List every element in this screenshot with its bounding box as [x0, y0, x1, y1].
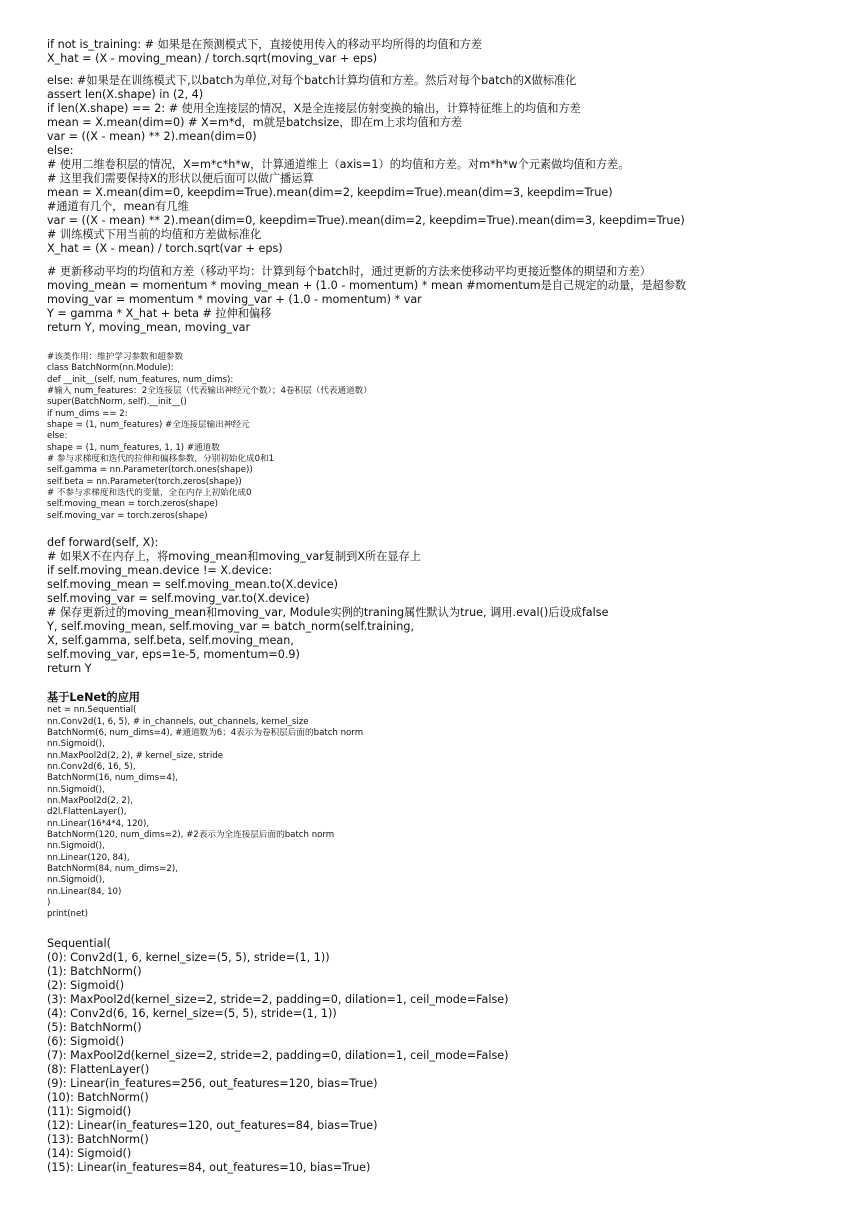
code-line: BatchNorm(120, num_dims=2), #2表示为全连接层后面的batch norm	[47, 829, 335, 840]
code-line: return Y, moving_mean, moving_var	[47, 321, 251, 334]
code-line: else: #如果是在训练模式下,以batch为单位,对每个batch计算均值和方差。然后对每个batch的X做标准化	[47, 74, 577, 87]
code-line: nn.Sigmoid(),	[47, 841, 105, 852]
code-line: #该类作用：维护学习参数和超参数	[47, 352, 184, 362]
code-line: BatchNorm(6, num_dims=4), #通道数为6；4表示为卷积层后面的batch norm	[47, 727, 364, 738]
code-line: class BatchNorm(nn.Module):	[47, 363, 174, 374]
batchnorm-class-code	[47, 352, 847, 522]
code-line: self.moving_var = torch.zeros(shape)	[47, 510, 208, 521]
code-line: (6): Sigmoid()	[47, 1034, 125, 1048]
code-line: d2l.FlattenLayer(),	[47, 807, 127, 818]
code-line: mean = X.mean(dim=0, keepdim=True).mean(dim=2, keepdim=True).mean(dim=3, keepdim=True)	[47, 186, 613, 199]
code-line: self.beta = nn.Parameter(torch.zeros(shape))	[47, 476, 242, 487]
code-line: #通道有几个，mean有几维	[47, 200, 189, 213]
code-line: var = ((X - mean) ** 2).mean(dim=0)	[47, 130, 257, 143]
code-line: # 不参与求梯度和迭代的变量，全在内存上初始化成0	[47, 488, 252, 499]
code-line: X_hat = (X - moving_mean) / torch.sqrt(moving_var + eps)	[47, 52, 378, 65]
code-line: else:	[47, 431, 68, 442]
code-line: # 保存更新过的moving_mean和moving_var, Module实例的traning属性默认为true, 调用.eval()后设成false	[47, 606, 609, 620]
print-output	[47, 937, 847, 1175]
code-line: # 这里我们需要保持X的形状以便后面可以做广播运算	[47, 172, 314, 185]
code-line: (10): BatchNorm()	[47, 1090, 149, 1104]
code-line: moving_mean = momentum * moving_mean + (1.0 - momentum) * mean #momentum是自己规定的动量，是超参数	[47, 279, 687, 292]
code-line: BatchNorm(84, num_dims=2),	[47, 863, 178, 874]
code-line: nn.Sigmoid(),	[47, 784, 105, 795]
code-line: nn.MaxPool2d(2, 2), # kernel_size, stride	[47, 750, 223, 761]
code-line: Y = gamma * X_hat + beta # 拉伸和偏移	[47, 307, 272, 320]
code-line: X_hat = (X - mean) / torch.sqrt(var + eps)	[47, 242, 283, 255]
code-line: def forward(self, X):	[47, 536, 159, 550]
forward-method-code	[47, 536, 847, 676]
code-line: (7): MaxPool2d(kernel_size=2, stride=2, padding=0, dilation=1, ceil_mode=False)	[47, 1048, 509, 1062]
code-line: (0): Conv2d(1, 6, kernel_size=(5, 5), stride=(1, 1))	[47, 950, 330, 964]
code-line: X, self.gamma, self.beta, self.moving_mean,	[47, 634, 294, 648]
moving-average-code	[47, 265, 847, 335]
code-line: nn.Conv2d(6, 16, 5),	[47, 761, 136, 772]
code-line: (14): Sigmoid()	[47, 1146, 132, 1160]
code-line: (15): Linear(in_features=84, out_features=10, bias=True)	[47, 1160, 371, 1174]
code-line: nn.Conv2d(1, 6, 5), # in_channels, out_channels, kernel_size	[47, 716, 309, 727]
code-line: # 参与求梯度和迭代的拉伸和偏移参数，分别初始化成0和1	[47, 454, 275, 465]
code-line: self.moving_mean = torch.zeros(shape)	[47, 499, 219, 510]
code-line: nn.Linear(16*4*4, 120),	[47, 818, 150, 829]
code-line: self.moving_var, eps=1e-5, momentum=0.9)	[47, 648, 300, 662]
code-line: nn.Linear(120, 84),	[47, 852, 130, 863]
code-line: (12): Linear(in_features=120, out_features=84, bias=True)	[47, 1118, 378, 1132]
code-line: nn.Sigmoid(),	[47, 875, 105, 886]
eval-mode-code	[47, 38, 847, 66]
train-mode-code	[47, 74, 847, 256]
code-line: net = nn.Sequential(	[47, 705, 137, 716]
code-line: self.gamma = nn.Parameter(torch.ones(shape))	[47, 465, 253, 476]
code-line: super(BatchNorm, self).__init__()	[47, 397, 187, 408]
code-line: if len(X.shape) == 2: # 使用全连接层的情况，X是全连接层仿射变换的输出，计算特征维上的均值和方差	[47, 102, 581, 115]
code-line: # 如果X不在内存上，将moving_mean和moving_var复制到X所在显存上	[47, 550, 421, 564]
code-line: Sequential(	[47, 936, 111, 950]
code-line: shape = (1, num_features, 1, 1) #通道数	[47, 442, 220, 453]
code-line: return Y	[47, 662, 92, 676]
code-line: nn.Sigmoid(),	[47, 739, 105, 750]
code-line: nn.MaxPool2d(2, 2),	[47, 795, 133, 806]
code-line: print(net)	[47, 909, 89, 920]
code-line: nn.Linear(84, 10)	[47, 886, 122, 897]
code-line: Y, self.moving_mean, self.moving_var = batch_norm(self.training,	[47, 620, 415, 634]
code-line: (5): BatchNorm()	[47, 1020, 142, 1034]
section-heading-lenet: 基于LeNet的应用	[47, 691, 140, 705]
code-line: BatchNorm(16, num_dims=4),	[47, 773, 178, 784]
code-line: self.moving_mean = self.moving_mean.to(X.device)	[47, 578, 338, 592]
code-line: shape = (1, num_features) #全连接层输出神经元	[47, 420, 250, 431]
code-line: # 训练模式下用当前的均值和方差做标准化	[47, 228, 262, 241]
code-line: def __init__(self, num_features, num_dims):	[47, 374, 234, 385]
code-line: (13): BatchNorm()	[47, 1132, 149, 1146]
code-line: # 更新移动平均的均值和方差（移动平均：计算到每个batch时，通过更新的方法来使移动平均更接近整体的期望和方差）	[47, 265, 651, 278]
code-line: else:	[47, 144, 74, 157]
code-line: if self.moving_mean.device != X.device:	[47, 564, 273, 578]
code-line: (1): BatchNorm()	[47, 964, 142, 978]
code-line: (8): FlattenLayer()	[47, 1062, 150, 1076]
code-line: (9): Linear(in_features=256, out_features=120, bias=True)	[47, 1076, 378, 1090]
lenet-net-code	[47, 705, 847, 921]
code-line: var = ((X - mean) ** 2).mean(dim=0, keepdim=True).mean(dim=2, keepdim=True).mean(dim=3, keepdim=True)	[47, 214, 685, 227]
document-page	[47, 38, 847, 1175]
code-line: # 使用二维卷积层的情况，X=m*c*h*w，计算通道维上（axis=1）的均值和方差。对m*h*w个元素做均值和方差。	[47, 158, 630, 171]
code-line: (2): Sigmoid()	[47, 978, 125, 992]
code-line: #输入 num_features：2全连接层（代表输出神经元个数）；4卷积层（代表通道数）	[47, 386, 372, 397]
code-line: self.moving_var = self.moving_var.to(X.device)	[47, 592, 310, 606]
code-line: if num_dims == 2:	[47, 408, 128, 419]
code-line: mean = X.mean(dim=0) # X=m*d，m就是batchsize，即在m上求均值和方差	[47, 116, 463, 129]
code-line: if not is_training: # 如果是在预测模式下，直接使用传入的移动平均所得的均值和方差	[47, 38, 483, 51]
code-line: moving_var = momentum * moving_var + (1.0 - momentum) * var	[47, 293, 422, 306]
code-line: assert len(X.shape) in (2, 4)	[47, 88, 204, 101]
code-line: )	[47, 898, 51, 908]
code-line: (4): Conv2d(6, 16, kernel_size=(5, 5), stride=(1, 1))	[47, 1006, 337, 1020]
code-line: (11): Sigmoid()	[47, 1104, 132, 1118]
code-line: (3): MaxPool2d(kernel_size=2, stride=2, padding=0, dilation=1, ceil_mode=False)	[47, 992, 509, 1006]
